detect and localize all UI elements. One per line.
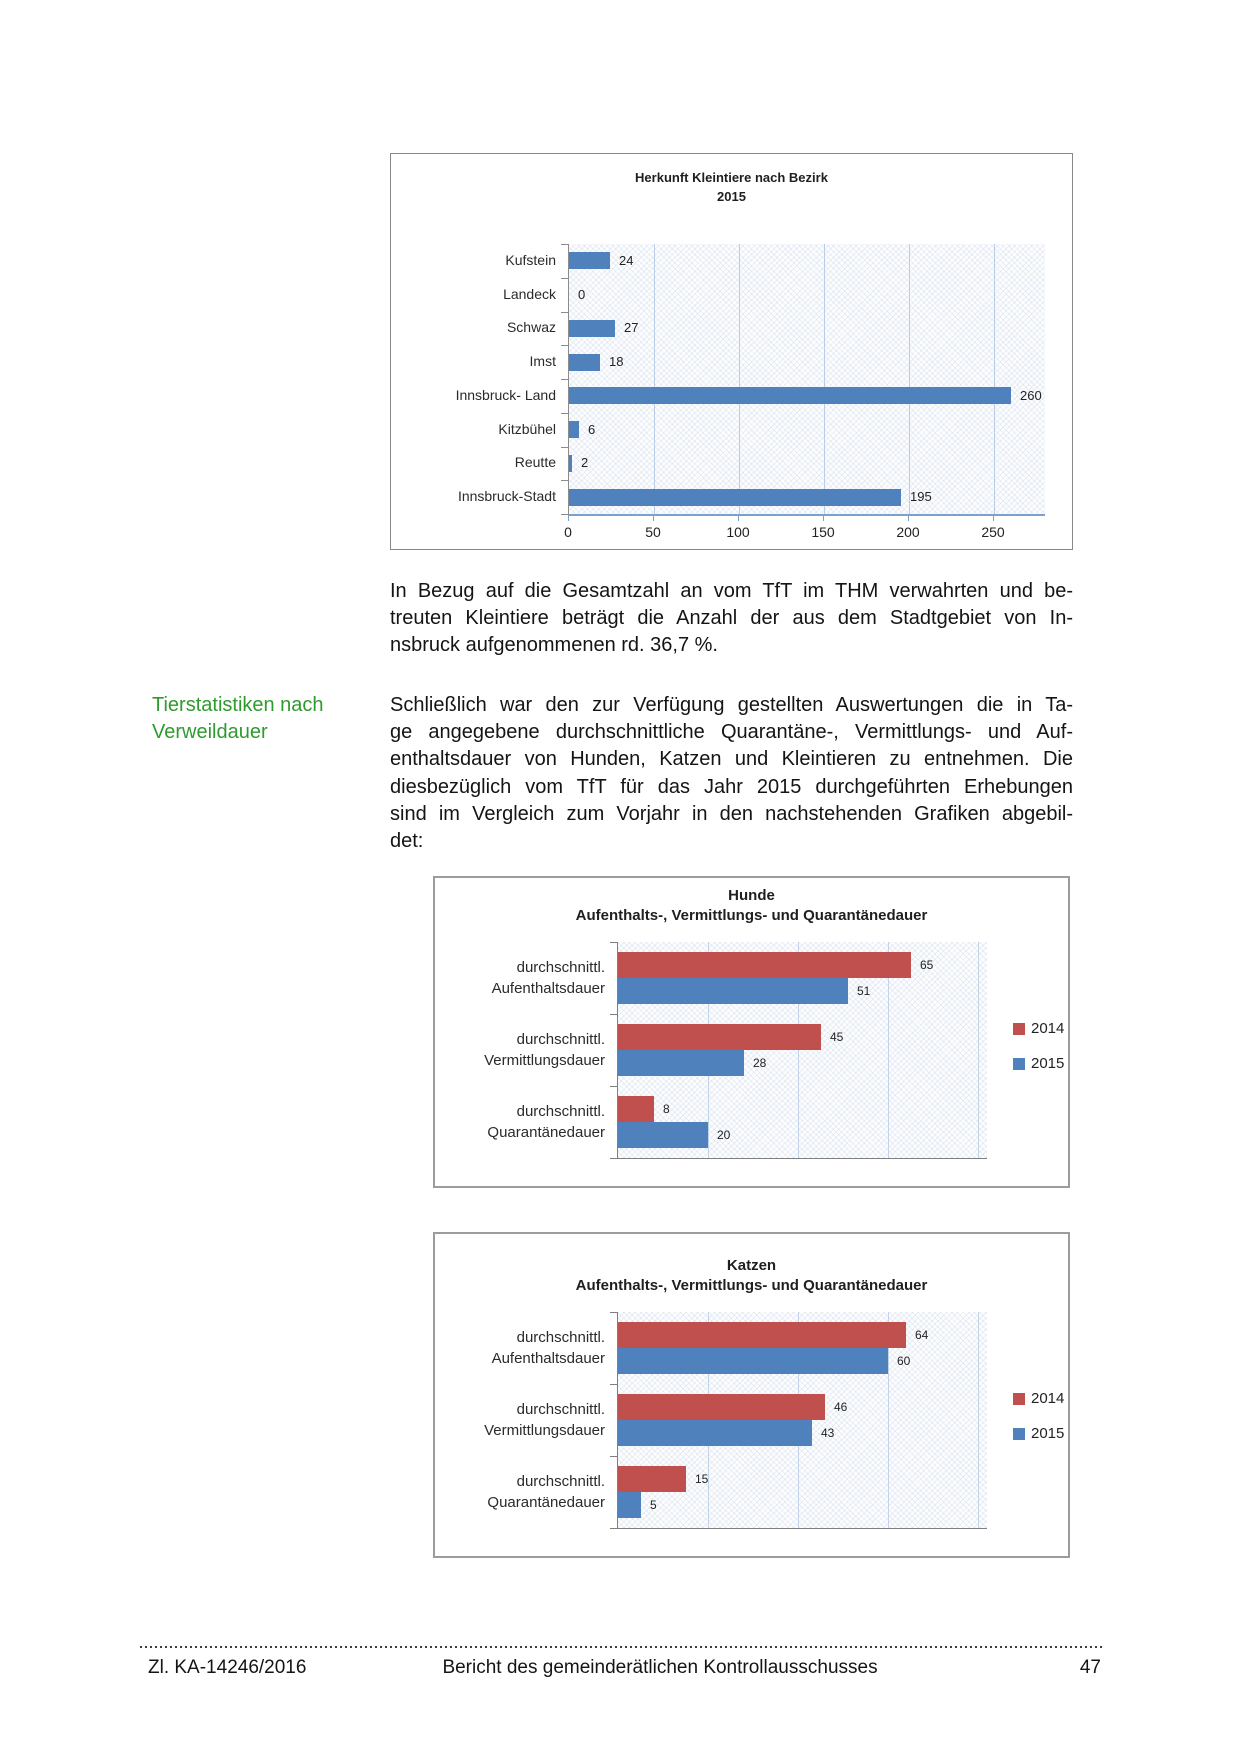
category-label	[435, 1327, 605, 1369]
bar-2015	[618, 1122, 708, 1148]
category-label-line: Quarantänedauer	[487, 1124, 605, 1141]
category-label: Schwaz	[506, 319, 556, 336]
value-label: 20	[717, 1128, 731, 1142]
y-axis-tick	[561, 345, 568, 346]
legend-label: 2015	[1031, 1425, 1065, 1442]
bar-2014	[618, 1024, 821, 1050]
category-label-line: Vermittlungsdauer	[484, 1422, 605, 1439]
value-label: 43	[821, 1426, 835, 1440]
y-axis-tick	[610, 1384, 617, 1385]
paragraph-line: Schließlich war den zur Verfügung gestellten Auswertungen die in Ta-	[390, 694, 1073, 716]
legend-swatch-2015	[1013, 1428, 1025, 1440]
value-label: 8	[663, 1102, 670, 1116]
x-tick-mark	[738, 516, 739, 521]
bar	[569, 421, 579, 438]
paragraph-line: det:	[390, 830, 424, 853]
margin-label-line2: Verweildauer	[152, 721, 268, 744]
category-label: Imst	[529, 353, 556, 370]
x-tick-label: 0	[564, 524, 572, 540]
category-label: Innsbruck-Stadt	[457, 488, 556, 505]
paragraph-line: In Bezug auf die Gesamtzahl an vom TfT im THM verwahrten und be-	[390, 580, 1073, 602]
x-tick-mark	[823, 516, 824, 521]
bar-2015	[618, 1348, 888, 1374]
value-label: 260	[1020, 387, 1042, 403]
bar	[569, 354, 600, 371]
y-axis-tick	[610, 942, 617, 943]
category-label-line: durchschnittl.	[516, 1103, 605, 1120]
bar-2015	[618, 1492, 641, 1518]
footer-page-number: 47	[1079, 1657, 1101, 1678]
category-label	[435, 1399, 605, 1441]
category-label-line: Vermittlungsdauer	[484, 1052, 605, 1069]
bar	[569, 387, 1011, 404]
value-label: 5	[650, 1498, 657, 1512]
chart-subtitle: 2015	[717, 189, 746, 204]
value-label: 0	[578, 286, 586, 302]
x-tick-label: 200	[896, 524, 920, 540]
x-tick-label: 100	[726, 524, 750, 540]
value-label: 18	[609, 354, 624, 370]
y-axis-tick	[561, 480, 568, 481]
y-axis-tick	[610, 1456, 617, 1457]
chart-title: Katzen	[726, 1257, 777, 1274]
x-tick-label: 50	[645, 524, 661, 540]
paragraph-line: treuten Kleintiere beträgt die Anzahl der aus dem Stadtgebiet von In-	[390, 607, 1073, 630]
value-label: 51	[857, 984, 871, 998]
chart-title: Hunde	[728, 887, 775, 904]
gridline	[994, 244, 995, 514]
legend-item	[1013, 1055, 1064, 1072]
gridline	[978, 1312, 979, 1528]
y-axis-tick	[610, 1158, 617, 1159]
value-label: 46	[834, 1400, 848, 1414]
legend-label: 2014	[1031, 1390, 1065, 1407]
gridline	[909, 244, 910, 514]
legend-label: 2015	[1031, 1055, 1065, 1072]
margin-label-tierstatistiken	[152, 692, 324, 746]
y-axis-tick	[610, 1528, 617, 1529]
gridline	[739, 244, 740, 514]
category-label: Landeck	[503, 285, 556, 302]
category-label-line: Aufenthaltsdauer	[491, 1350, 605, 1367]
category-label: Kitzbühel	[498, 420, 556, 437]
value-label: 2	[581, 455, 589, 471]
legend	[1013, 1390, 1064, 1460]
value-label: 65	[920, 958, 934, 972]
bar-2015	[618, 1050, 744, 1076]
category-label-line: Aufenthaltsdauer	[491, 980, 605, 997]
paragraph-gesamtzahl	[390, 578, 1073, 660]
chart-katzen	[433, 1232, 1070, 1558]
category-label	[435, 957, 605, 999]
chart-plot-region	[435, 942, 1068, 1182]
bar	[569, 489, 901, 506]
gridline	[824, 244, 825, 514]
value-label: 60	[897, 1354, 911, 1368]
category-label: Reutte	[514, 454, 556, 471]
category-label-line: durchschnittl.	[516, 1401, 605, 1418]
legend-item	[1013, 1020, 1064, 1037]
category-label	[435, 1101, 605, 1143]
chart-subtitle: Aufenthalts-, Vermittlungs- und Quarantänedauer	[575, 1277, 928, 1294]
bar-2014	[618, 1096, 654, 1122]
y-axis-tick	[561, 312, 568, 313]
plot-area	[568, 244, 1045, 516]
y-axis-tick	[561, 447, 568, 448]
legend-swatch-2014	[1013, 1023, 1025, 1035]
legend-label: 2014	[1031, 1020, 1065, 1037]
x-tick-label: 150	[811, 524, 835, 540]
value-label: 28	[753, 1056, 767, 1070]
y-axis-tick	[610, 1086, 617, 1087]
legend	[1013, 1020, 1064, 1090]
category-label-line: durchschnittl.	[516, 959, 605, 976]
chart-hunde	[433, 876, 1070, 1188]
bar	[569, 455, 572, 472]
y-axis-tick	[561, 379, 568, 380]
value-label: 195	[910, 489, 932, 505]
margin-label-line1: Tierstatistiken nach	[152, 694, 324, 716]
value-label: 15	[695, 1472, 709, 1486]
gridline	[654, 244, 655, 514]
x-tick-label: 250	[981, 524, 1005, 540]
category-label	[435, 1471, 605, 1513]
value-label: 45	[830, 1030, 844, 1044]
bar-2014	[618, 1322, 906, 1348]
bar-2014	[618, 952, 911, 978]
legend-item	[1013, 1425, 1064, 1442]
footer-dotted-line	[140, 1646, 1103, 1648]
x-tick-mark	[993, 516, 994, 521]
category-label: Kufstein	[505, 251, 556, 268]
chart-plot-region	[391, 244, 1072, 544]
category-label-line: durchschnittl.	[516, 1329, 605, 1346]
category-label-line: Quarantänedauer	[487, 1494, 605, 1511]
bar	[569, 252, 610, 269]
paragraph-line: ge angegebene durchschnittliche Quarantäne-, Vermittlungs- und Auf-	[390, 721, 1073, 744]
value-label: 27	[624, 320, 639, 336]
chart-subtitle: Aufenthalts-, Vermittlungs- und Quarantänedauer	[575, 907, 928, 924]
value-label: 64	[915, 1328, 929, 1342]
gridline	[978, 942, 979, 1158]
value-label: 24	[619, 252, 634, 268]
bar	[569, 320, 615, 337]
bar-2015	[618, 1420, 812, 1446]
legend-swatch-2014	[1013, 1393, 1025, 1405]
page-footer	[140, 1646, 1103, 1686]
category-label-line: durchschnittl.	[516, 1473, 605, 1490]
category-label	[435, 1029, 605, 1071]
paragraph-line: nsbruck aufgenommenen rd. 36,7 %.	[390, 634, 718, 657]
x-tick-mark	[653, 516, 654, 521]
bar-2014	[618, 1466, 686, 1492]
paragraph-line: sind im Vergleich zum Vorjahr in den nachstehenden Grafiken abgebil-	[390, 802, 1073, 825]
legend-swatch-2015	[1013, 1058, 1025, 1070]
legend-item	[1013, 1390, 1064, 1407]
footer-reference: Zl. KA-14246/2016	[148, 1657, 307, 1678]
value-label: 6	[588, 421, 596, 437]
paragraph-verweildauer	[390, 692, 1073, 855]
paragraph-line: diesbezüglich vom TfT für das Jahr 2015 durchgeführten Erhebungen	[390, 775, 1073, 798]
footer-title: Bericht des gemeinderätlichen Kontrollausschusses	[442, 1657, 878, 1678]
paragraph-line: enthaltsdauer von Hunden, Katzen und Kleintieren zu entnehmen. Die	[390, 748, 1073, 771]
y-axis-tick	[561, 514, 568, 515]
y-axis-tick	[610, 1014, 617, 1015]
y-axis-tick	[610, 1312, 617, 1313]
x-tick-mark	[568, 516, 569, 521]
y-axis-tick	[561, 278, 568, 279]
x-tick-mark	[908, 516, 909, 521]
chart-plot-region	[435, 1312, 1068, 1552]
y-axis-tick	[561, 413, 568, 414]
chart-herkunft-kleintiere	[390, 153, 1073, 550]
category-label-line: durchschnittl.	[516, 1031, 605, 1048]
y-axis-tick	[561, 244, 568, 245]
category-label: Innsbruck- Land	[455, 386, 556, 403]
bar-2015	[618, 978, 848, 1004]
chart-title: Herkunft Kleintiere nach Bezirk	[635, 170, 828, 185]
bar-2014	[618, 1394, 825, 1420]
